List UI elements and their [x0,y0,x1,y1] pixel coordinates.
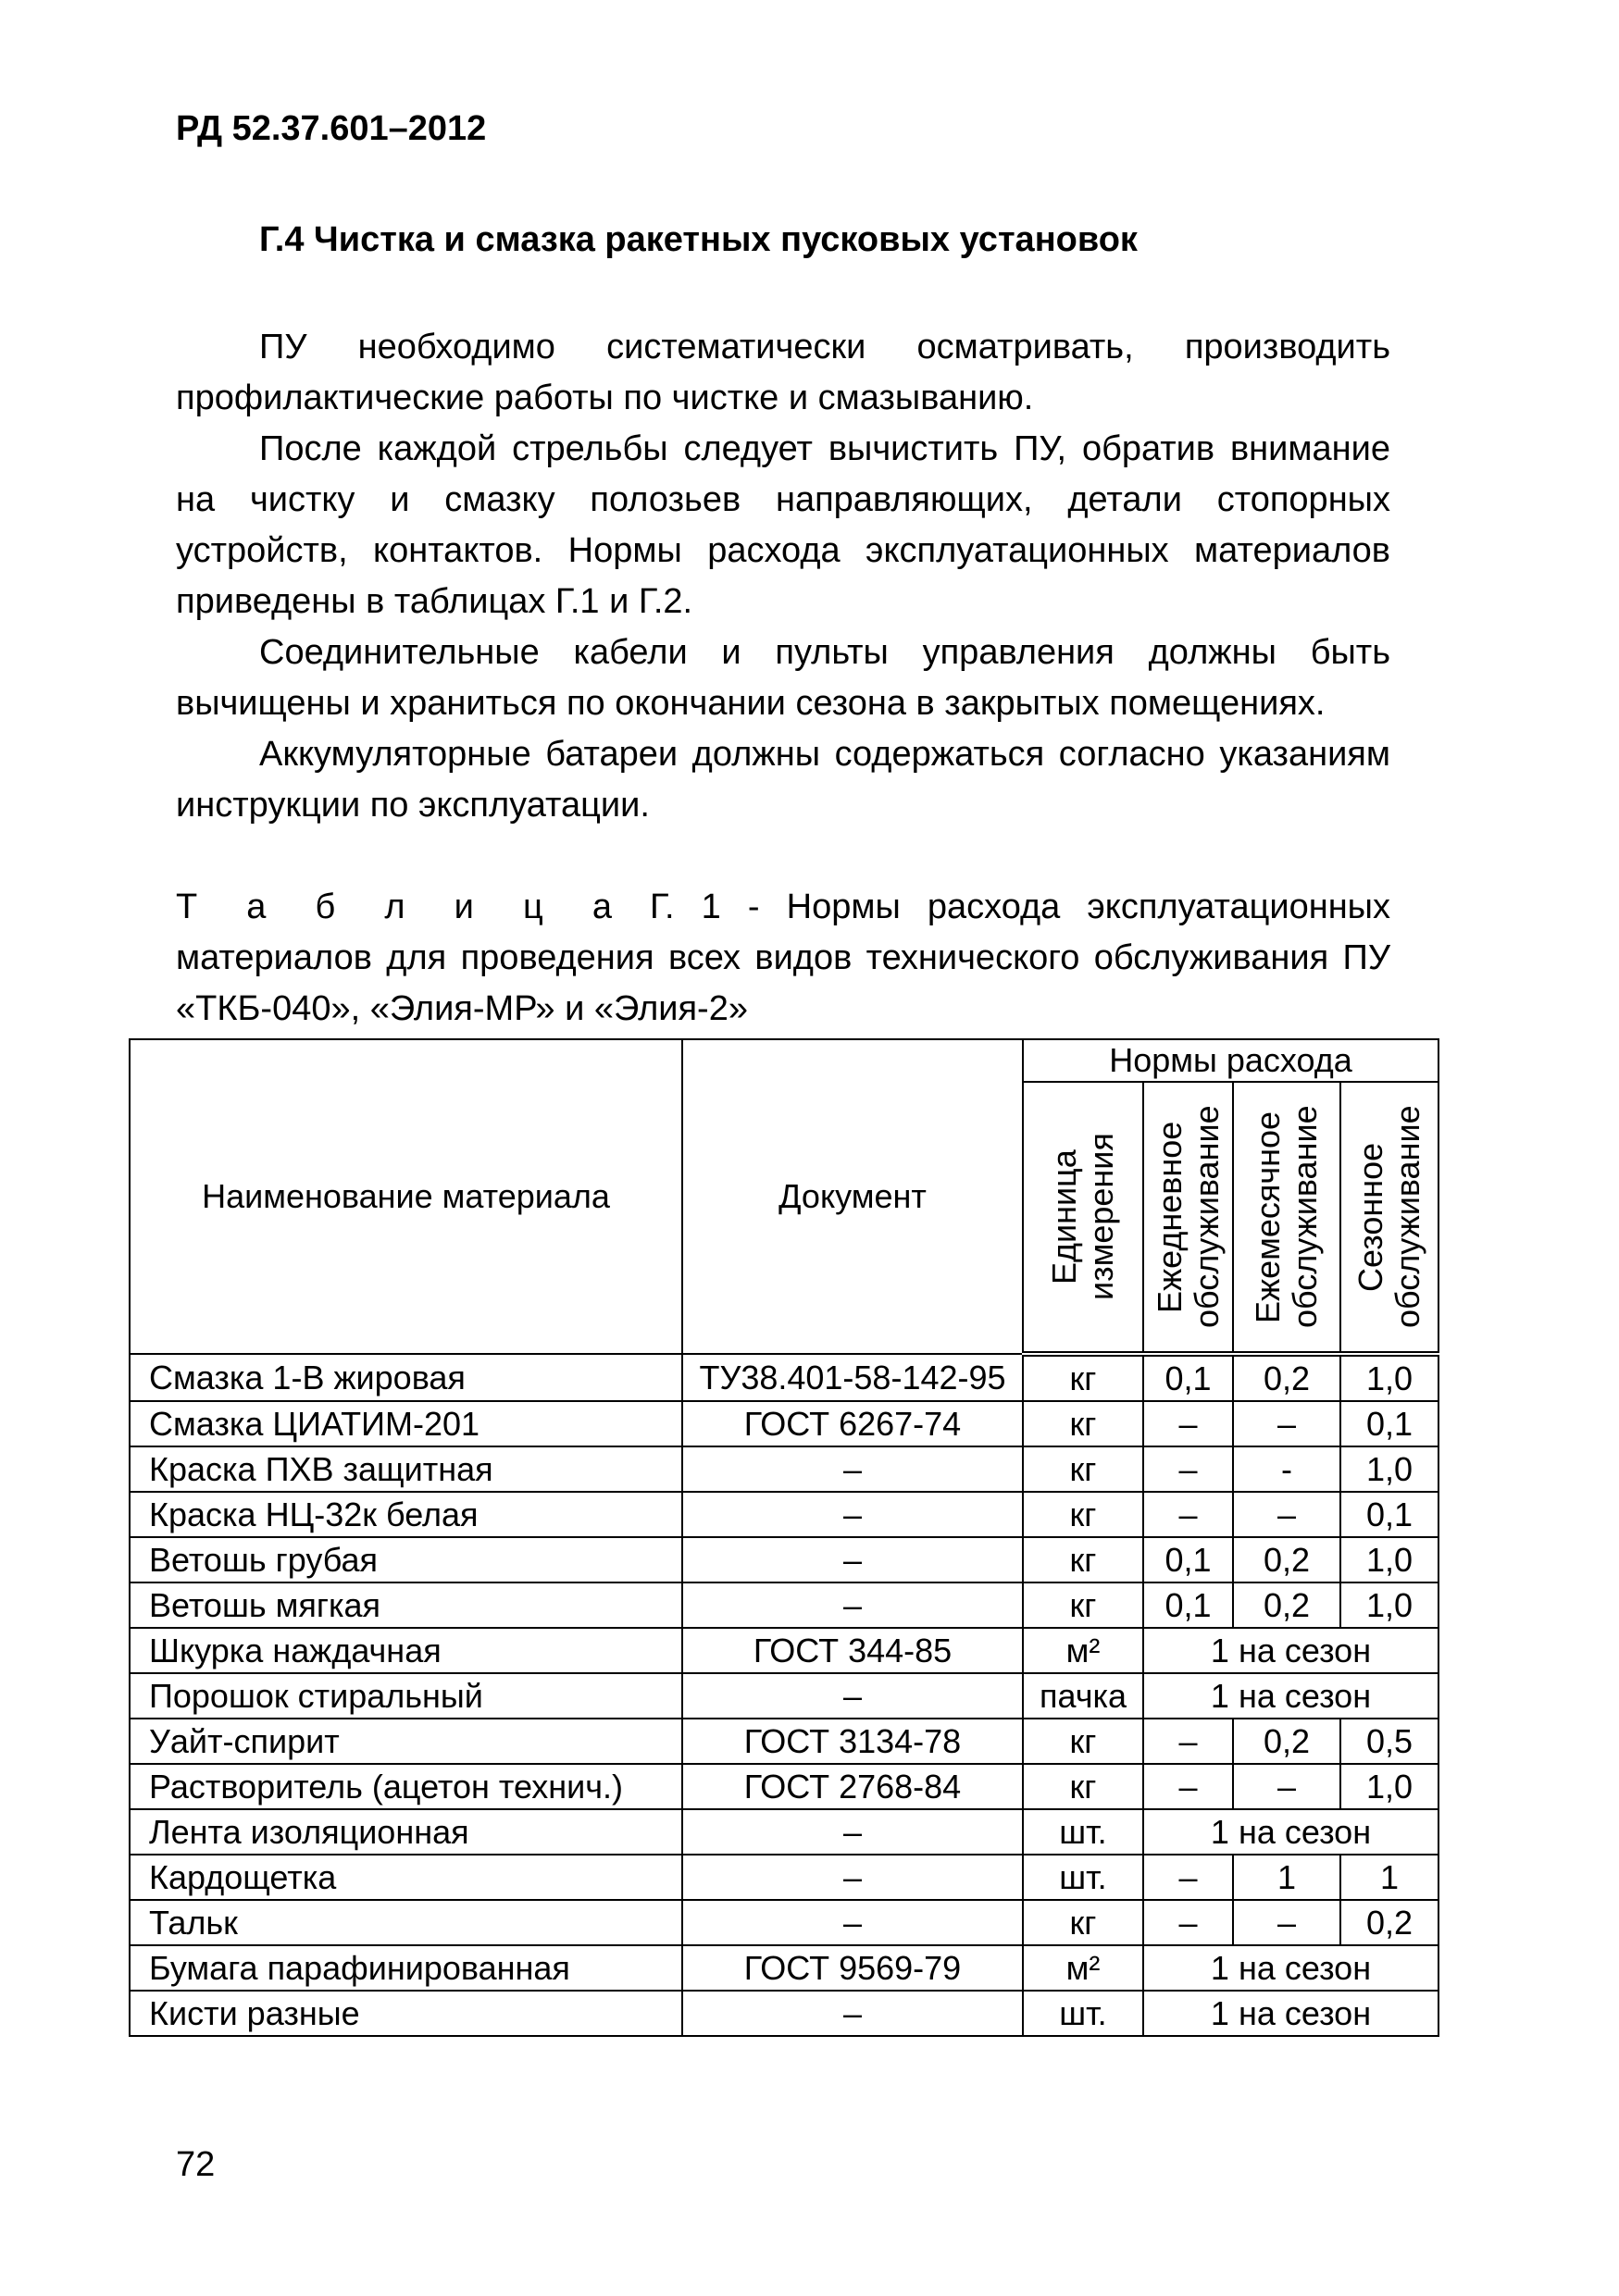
material-name-cell: Кисти разные [130,1991,682,2036]
unit-cell: кг [1023,1492,1143,1537]
document-cell: ТУ38.401-58-142-95 [682,1354,1023,1401]
monthly-norm-cell: - [1233,1446,1340,1492]
unit-cell: шт. [1023,1855,1143,1900]
monthly-norm-cell: 0,2 [1233,1582,1340,1628]
merged-norm-cell: 1 на сезон [1143,1628,1438,1673]
paragraph: ПУ необходимо систематически осматривать, производить профилактические работы по чистке и смазыванию. [176,328,1390,417]
monthly-norm-cell: – [1233,1764,1340,1809]
monthly-norm-cell: 0,2 [1233,1537,1340,1582]
material-name-cell: Лента изоляционная [130,1809,682,1855]
seasonal-norm-cell: 0,2 [1340,1900,1438,1945]
merged-norm-cell: 1 на сезон [1143,1809,1438,1855]
unit-cell: шт. [1023,1809,1143,1855]
seasonal-norm-cell: 1,0 [1340,1582,1438,1628]
header-unit: Единица измерения [1023,1082,1143,1354]
unit-cell: шт. [1023,1991,1143,2036]
table-body [130,1354,1438,2036]
table-row [130,1945,1438,1991]
monthly-norm-cell: 1 [1233,1855,1340,1900]
table-caption-label: Т а б л и ц а [176,887,623,926]
table-row [130,1809,1438,1855]
seasonal-norm-cell: 1,0 [1340,1446,1438,1492]
seasonal-norm-cell: 1,0 [1340,1764,1438,1809]
document-cell: ГОСТ 9569-79 [682,1945,1023,1991]
table-caption-text: Г. 1 - Нормы расхода эксплуатационных материалов для проведения всех видов технического обслуживания ПУ «ТКБ-040», «Элия-МР» и «Элия-2» [176,887,1390,1028]
table-row [130,1855,1438,1900]
material-name-cell: Краска ПХВ защитная [130,1446,682,1492]
header-document: Документ [682,1039,1023,1354]
material-name-cell: Смазка ЦИАТИМ-201 [130,1401,682,1446]
unit-cell: кг [1023,1401,1143,1446]
table-row [130,1673,1438,1719]
monthly-norm-cell: 0,2 [1233,1719,1340,1764]
document-cell: ГОСТ 6267-74 [682,1401,1023,1446]
header-material: Наименование материала [130,1039,682,1354]
document-cell: – [682,1900,1023,1945]
material-name-cell: Ветошь мягкая [130,1582,682,1628]
unit-cell: кг [1023,1446,1143,1492]
material-name-cell: Тальк [130,1900,682,1945]
table-row [130,1991,1438,2036]
document-cell: – [682,1537,1023,1582]
header-norms-group: Нормы расхода [1023,1039,1438,1082]
section-heading: Г.4 Чистка и смазка ракетных пусковых установок [259,220,1138,259]
document-cell: – [682,1855,1023,1900]
seasonal-norm-cell: 0,1 [1340,1492,1438,1537]
material-name-cell: Краска НЦ-32к белая [130,1492,682,1537]
document-cell: – [682,1673,1023,1719]
norms-table [129,1038,1439,2037]
document-code: РД 52.37.601–2012 [176,109,487,148]
header-monthly: Ежемесячное обслуживание [1233,1082,1340,1354]
merged-norm-cell: 1 на сезон [1143,1673,1438,1719]
material-name-cell: Ветошь грубая [130,1537,682,1582]
unit-cell: кг [1023,1354,1143,1401]
table-row [130,1628,1438,1673]
daily-norm-cell: 0,1 [1143,1354,1233,1401]
page-number: 72 [176,2145,216,2184]
unit-cell: пачка [1023,1673,1143,1719]
material-name-cell: Кардощетка [130,1855,682,1900]
unit-cell: кг [1023,1582,1143,1628]
document-cell: – [682,1809,1023,1855]
table-row [130,1446,1438,1492]
table-row [130,1537,1438,1582]
material-name-cell: Растворитель (ацетон технич.) [130,1764,682,1809]
document-cell: – [682,1446,1023,1492]
seasonal-norm-cell: 0,5 [1340,1719,1438,1764]
daily-norm-cell: – [1143,1401,1233,1446]
daily-norm-cell: – [1143,1855,1233,1900]
daily-norm-cell: – [1143,1492,1233,1537]
material-name-cell: Уайт-спирит [130,1719,682,1764]
daily-norm-cell: – [1143,1446,1233,1492]
table-row [130,1582,1438,1628]
unit-cell: кг [1023,1764,1143,1809]
paragraph: После каждой стрельбы следует вычистить ПУ, обратив внимание на чистку и смазку полозьев направляющих, детали стопорных устройств, контактов. Нормы расхода эксплуатационных материалов приведены в таблицах Г.1 и Г.2. [176,429,1390,621]
paragraph: Соединительные кабели и пульты управления должны быть вычищены и храниться по окончании сезона в закрытых помещениях. [176,633,1390,723]
header-daily: Ежедневное обслуживание [1143,1082,1233,1354]
paragraph: Аккумуляторные батареи должны содержаться согласно указаниям инструкции по эксплуатации. [176,735,1390,825]
document-cell: ГОСТ 344-85 [682,1628,1023,1673]
material-name-cell: Шкурка наждачная [130,1628,682,1673]
unit-cell: кг [1023,1537,1143,1582]
unit-cell: м² [1023,1628,1143,1673]
seasonal-norm-cell: 0,1 [1340,1401,1438,1446]
material-name-cell: Смазка 1-В жировая [130,1354,682,1401]
document-cell: – [682,1492,1023,1537]
merged-norm-cell: 1 на сезон [1143,1991,1438,2036]
table-row [130,1900,1438,1945]
material-name-cell: Бумага парафинированная [130,1945,682,1991]
merged-norm-cell: 1 на сезон [1143,1945,1438,1991]
document-cell: ГОСТ 2768-84 [682,1764,1023,1809]
daily-norm-cell: 0,1 [1143,1537,1233,1582]
table-row [130,1401,1438,1446]
table-row [130,1719,1438,1764]
daily-norm-cell: – [1143,1719,1233,1764]
unit-cell: м² [1023,1945,1143,1991]
seasonal-norm-cell: 1 [1340,1855,1438,1900]
unit-cell: кг [1023,1900,1143,1945]
monthly-norm-cell: – [1233,1900,1340,1945]
table-row [130,1354,1438,1401]
seasonal-norm-cell: 1,0 [1340,1354,1438,1401]
daily-norm-cell: – [1143,1900,1233,1945]
body-text [176,322,1390,831]
material-name-cell: Порошок стиральный [130,1673,682,1719]
table-row [130,1492,1438,1537]
document-cell: – [682,1582,1023,1628]
monthly-norm-cell: – [1233,1401,1340,1446]
table-caption [176,882,1390,1035]
header-seasonal: Сезонное обслуживание [1340,1082,1438,1354]
unit-cell: кг [1023,1719,1143,1764]
daily-norm-cell: – [1143,1764,1233,1809]
document-cell: – [682,1991,1023,2036]
document-cell: ГОСТ 3134-78 [682,1719,1023,1764]
seasonal-norm-cell: 1,0 [1340,1537,1438,1582]
daily-norm-cell: 0,1 [1143,1582,1233,1628]
monthly-norm-cell: – [1233,1492,1340,1537]
table-row [130,1764,1438,1809]
monthly-norm-cell: 0,2 [1233,1354,1340,1401]
